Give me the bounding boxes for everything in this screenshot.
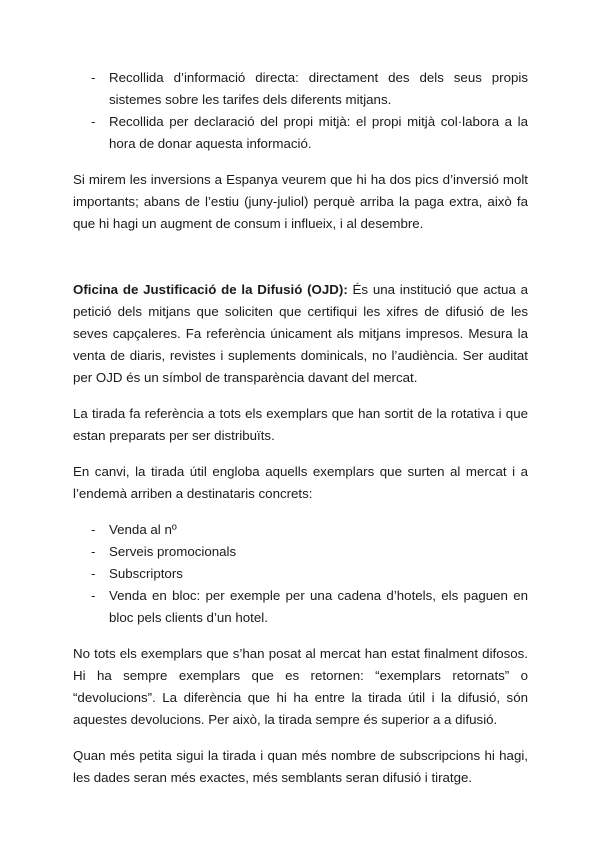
list-item	[73, 563, 528, 585]
paragraph-tirada: La tirada fa referència a tots els exemplars que han sortit de la rotativa i que estan preparats per ser distribuïts.	[73, 406, 528, 443]
list-item-text: Venda en bloc: per exemple per una cadena d’hotels, els paguen en bloc pels clients d’un hotel.	[109, 588, 528, 625]
list-item	[73, 67, 528, 111]
ojd-colon: :	[343, 282, 348, 297]
page-content	[73, 67, 528, 789]
bullet-dash: -	[91, 522, 96, 537]
list-item-text: Recollida per declaració del propi mitjà: el propi mitjà col·labora a la hora de donar aquesta informació.	[109, 114, 528, 151]
list-item	[73, 541, 528, 563]
paragraph-ojd	[73, 279, 528, 389]
bullet-dash: -	[91, 544, 96, 559]
bullet-list-bottom	[73, 519, 528, 629]
list-item	[73, 519, 528, 541]
list-item-text: Subscriptors	[109, 566, 183, 581]
ojd-definition: És una institució que actua a petició dels mitjans que soliciten que certifiqui les xifres de difusió de les seves capçaleres. Fa referència únicament als mitjans impresos. Mesura la venta de diaris, revistes i suplements dominicals, no l’audiència. Ser auditat per OJD és un símbol de transparència davant del mercat.	[73, 282, 528, 385]
list-item-text: Recollida d’informació directa: directament des dels seus propis sistemes sobre les tarifes dels diferents mitjans.	[109, 70, 528, 107]
list-item-text: Serveis promocionals	[109, 544, 237, 559]
paragraph-final: Quan més petita sigui la tirada i quan més nombre de subscripcions hi hagi, les dades seran més exactes, més semblants seran difusió i tiratge.	[73, 748, 528, 785]
paragraph-tirada-util: En canvi, la tirada útil engloba aquells exemplars que surten al mercat i a l’endemà arriben a destinataris concrets:	[73, 464, 528, 501]
list-item	[73, 111, 528, 155]
list-item	[73, 585, 528, 629]
list-item-text: Venda al nº	[109, 522, 177, 537]
bullet-dash: -	[91, 70, 96, 85]
bullet-dash: -	[91, 114, 96, 129]
paragraph-inversions: Si mirem les inversions a Espanya veurem que hi ha dos pics d’inversió molt importants; abans de l’estiu (juny-juliol) perquè arriba la paga extra, això fa que hi hagi un augment de consum i influeix, i al desembre.	[73, 172, 528, 231]
bullet-dash: -	[91, 566, 96, 581]
ojd-term: Oficina de Justificació de la Difusió (OJD)	[73, 282, 344, 297]
paragraph-difosos: No tots els exemplars que s’han posat al mercat han estat finalment difosos. Hi ha sempre exemplars que es retornen: “exemplars retornats” o “devolucions”. La diferència que hi ha entre la tirada útil i la difusió, són aquestes devolucions. Per això, la tirada sempre és superior a a difusió.	[73, 646, 528, 727]
bullet-dash: -	[91, 588, 96, 603]
bullet-list-top	[73, 67, 528, 155]
